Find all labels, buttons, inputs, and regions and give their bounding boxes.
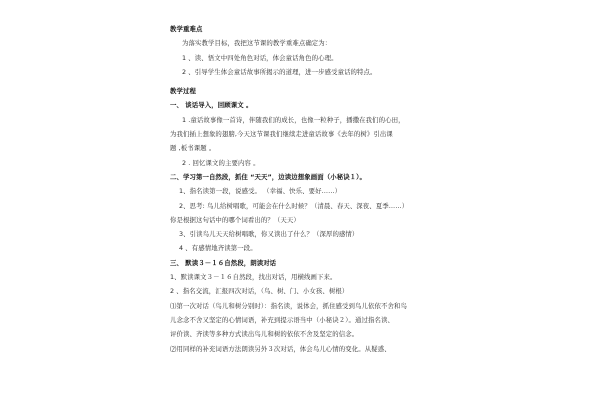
list-item: 2 、引导学生体会童话故事所揭示的道理，进一步感受童话的特点。	[182, 67, 377, 76]
list-item: 1 、读、悟文中四处角色对话，体会童话角色的心理。	[182, 53, 338, 62]
paragraph-line: 1 .童话故事像一首诗，伴随我们的成长，也像一粒种子，播撒在我们的心田，	[182, 115, 405, 124]
list-item: 2 、指名交流，汇报四次对话，（鸟、树、门、小女孩、树根）	[170, 287, 349, 296]
list-item: 2、思考: 鸟儿给树唱歌，可能会在什么时候？（清晨、春天、深夜、夏季……）	[179, 201, 409, 210]
paragraph-line: ⑵用同样的补充词语方法朗读另外３次对话，体会鸟儿心情的变化。从疑惑、	[170, 344, 391, 353]
section-title-process: 教学过程	[170, 87, 196, 96]
paragraph-intro: 为落实教学目标，我把这节课的教学重难点确定为：	[182, 39, 332, 48]
paragraph-line: 儿念念不舍又坚定的心情词语，补充到提示语当中（小秘诀２）。通过指名读、	[170, 315, 394, 324]
list-item: 4 、有感情地齐读第一段。	[179, 244, 257, 253]
list-item: 1、默读课文３－１６自然段，找出对话，用横线画下来。	[170, 273, 337, 282]
document-page	[170, 22, 440, 356]
list-item: 3、引读鸟儿天天给树唱歌，你又读出了什么？（深厚的感情）	[179, 230, 359, 239]
paragraph-line: 你是根据这句话中的哪个词看出的？（天天）	[170, 215, 300, 224]
list-item: 1、指名读第一段，说感受。 （幸福、快乐、要好……）	[179, 187, 342, 196]
paragraph-line: 为我们插上想象的翅膀,今天这节课我们继续走进童话故事《去年的树》引出课	[170, 130, 393, 139]
paragraph-line: 题 ,板书课题 。	[170, 144, 216, 153]
section-title-key-points: 教学重难点	[170, 25, 203, 33]
paragraph-line: 评价读、齐读等多种方式读出鸟儿和树的依依不舍及坚定的信念。	[170, 330, 359, 339]
step-title-3: 三、 默读３－１６自然段，朗读对话	[170, 258, 277, 267]
paragraph-line: 2 . 回忆课文的主要内容 。	[182, 158, 260, 167]
step-title-1: 一、 谈话导入，回顾课文 。	[170, 101, 253, 110]
step-title-2: 二、学习第一自然段，抓住 “天天”，边读边想象画面（小秘诀１）。	[170, 172, 366, 181]
paragraph-line: ⑴第一次对话（鸟儿和树分别时）：指名读，说体会，抓住感受到鸟儿依依不舍和鸟	[170, 301, 407, 310]
